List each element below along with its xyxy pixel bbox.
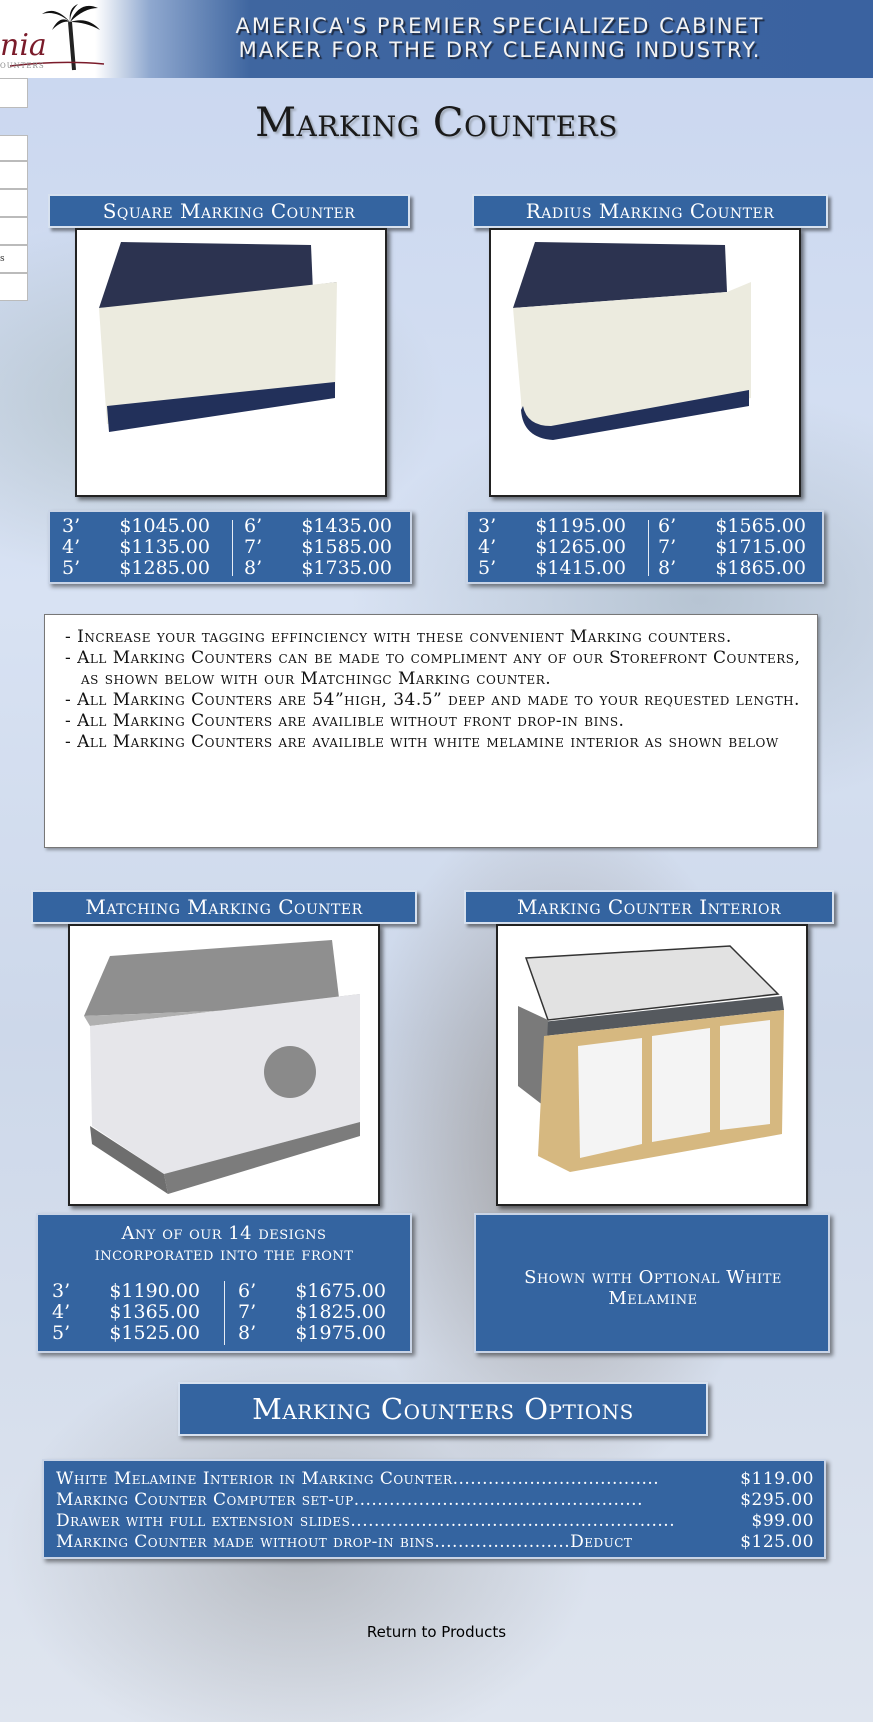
radius-counter-heading: Radius Marking Counter (472, 194, 828, 228)
option-row (56, 1532, 814, 1553)
price-row: 4’ $1135.00 (62, 536, 210, 558)
price-row: 3’ $1195.00 (478, 515, 626, 537)
price-row: 7’ $1715.00 (658, 536, 806, 558)
price-row: 8’ $1865.00 (658, 557, 806, 579)
radius-prices-left (478, 516, 626, 579)
features-list (44, 614, 818, 848)
matching-counter-heading: Matching Marking Counter (31, 890, 417, 924)
matching-prices-left (52, 1281, 200, 1344)
logo-subtitle: OUNTERS (0, 62, 45, 70)
price-row: 8’ $1975.00 (238, 1322, 386, 1344)
feature-item: - Increase your tagging effinciency with these convenient Marking counters. (65, 627, 732, 647)
price-row: 8’ $1735.00 (244, 557, 392, 579)
square-counter-photo (75, 228, 387, 497)
nav-item-7[interactable] (0, 273, 28, 301)
interior-heading: Marking Counter Interior (464, 890, 834, 924)
price-row: 4’ $1365.00 (52, 1301, 200, 1323)
matching-prices-right (238, 1281, 386, 1344)
price-divider (648, 520, 649, 576)
option-label: Marking Counter Computer set-up................................................. (56, 1490, 643, 1510)
radius-prices-right (658, 516, 806, 579)
matching-counter-image (70, 926, 378, 1204)
price-row: 4’ $1265.00 (478, 536, 626, 558)
square-prices-right (244, 516, 392, 579)
square-prices-left (62, 516, 210, 579)
matching-price-table (36, 1213, 412, 1353)
site-header (0, 0, 873, 78)
price-row: 7’ $1825.00 (238, 1301, 386, 1323)
feature-item: - All Marking Counters are 54”high, 34.5” deep and made to your requested length. (65, 690, 800, 710)
options-price-list (42, 1459, 826, 1559)
feature-item: - All Marking Counters can be made to compliment any of our Storefront Counters, as shown below with our Matchingc Marking counter. (65, 648, 801, 689)
nav-item-6[interactable] (0, 245, 28, 273)
header-tagline (150, 14, 850, 62)
option-price: $125.00 (740, 1532, 814, 1552)
option-label: Marking Counter made without drop-in bins.......................Deduct (56, 1532, 633, 1552)
nav-item-6-label: s (0, 254, 5, 264)
return-to-products-link[interactable]: Return to Products (366, 1623, 507, 1641)
square-price-table (48, 510, 412, 584)
price-row: 5’ $1525.00 (52, 1322, 200, 1344)
interior-caption-box (474, 1213, 830, 1353)
nav-item-4[interactable] (0, 189, 28, 217)
nav-item-3[interactable] (0, 161, 28, 189)
square-counter-heading: Square Marking Counter (48, 194, 410, 228)
option-label: White Melamine Interior in Marking Counter................................... (56, 1469, 660, 1489)
price-row: 7’ $1585.00 (244, 536, 392, 558)
price-divider (232, 520, 233, 576)
nav-item-5[interactable] (0, 217, 28, 245)
price-row: 3’ $1045.00 (62, 515, 210, 537)
radius-counter-image (491, 230, 799, 495)
price-row: 6’ $1435.00 (244, 515, 392, 537)
option-row (56, 1469, 814, 1490)
matching-caption (38, 1223, 410, 1265)
matching-counter-photo (68, 924, 380, 1206)
option-row (56, 1490, 814, 1511)
tagline-line-2: MAKER FOR THE DRY CLEANING INDUSTRY. (238, 38, 762, 62)
logo-wordmark: nia (0, 28, 47, 63)
option-price: $99.00 (751, 1511, 814, 1531)
price-row: 5’ $1285.00 (62, 557, 210, 579)
options-heading: Marking Counters Options (178, 1382, 708, 1436)
radius-price-table (466, 510, 824, 584)
option-price: $119.00 (740, 1469, 814, 1489)
price-row: 3’ $1190.00 (52, 1280, 200, 1302)
option-label: Drawer with full extension slides....................................................... (56, 1511, 676, 1531)
price-row: 6’ $1675.00 (238, 1280, 386, 1302)
feature-item: - All Marking Counters are availible with white melamine interior as shown below (65, 732, 779, 752)
square-counter-image (77, 230, 385, 495)
interior-caption: Shown with Optional White Melamine (524, 1267, 782, 1309)
interior-photo (496, 924, 808, 1206)
price-row: 6’ $1565.00 (658, 515, 806, 537)
company-logo[interactable] (0, 0, 110, 76)
interior-image (498, 926, 806, 1204)
price-divider (224, 1281, 225, 1345)
option-price: $295.00 (740, 1490, 814, 1510)
option-row (56, 1511, 814, 1532)
feature-item: - All Marking Counters are availible without front drop-in bins. (65, 711, 625, 731)
page-title: Marking Counters (255, 100, 618, 146)
tagline-line-1: AMERICA'S PREMIER SPECIALIZED CABINET (235, 14, 765, 38)
price-row: 5’ $1415.00 (478, 557, 626, 579)
radius-counter-photo (489, 228, 801, 497)
matching-caption-line-2: incorporated into the front (94, 1244, 354, 1265)
matching-caption-line-1: Any of our 14 designs (121, 1223, 327, 1244)
